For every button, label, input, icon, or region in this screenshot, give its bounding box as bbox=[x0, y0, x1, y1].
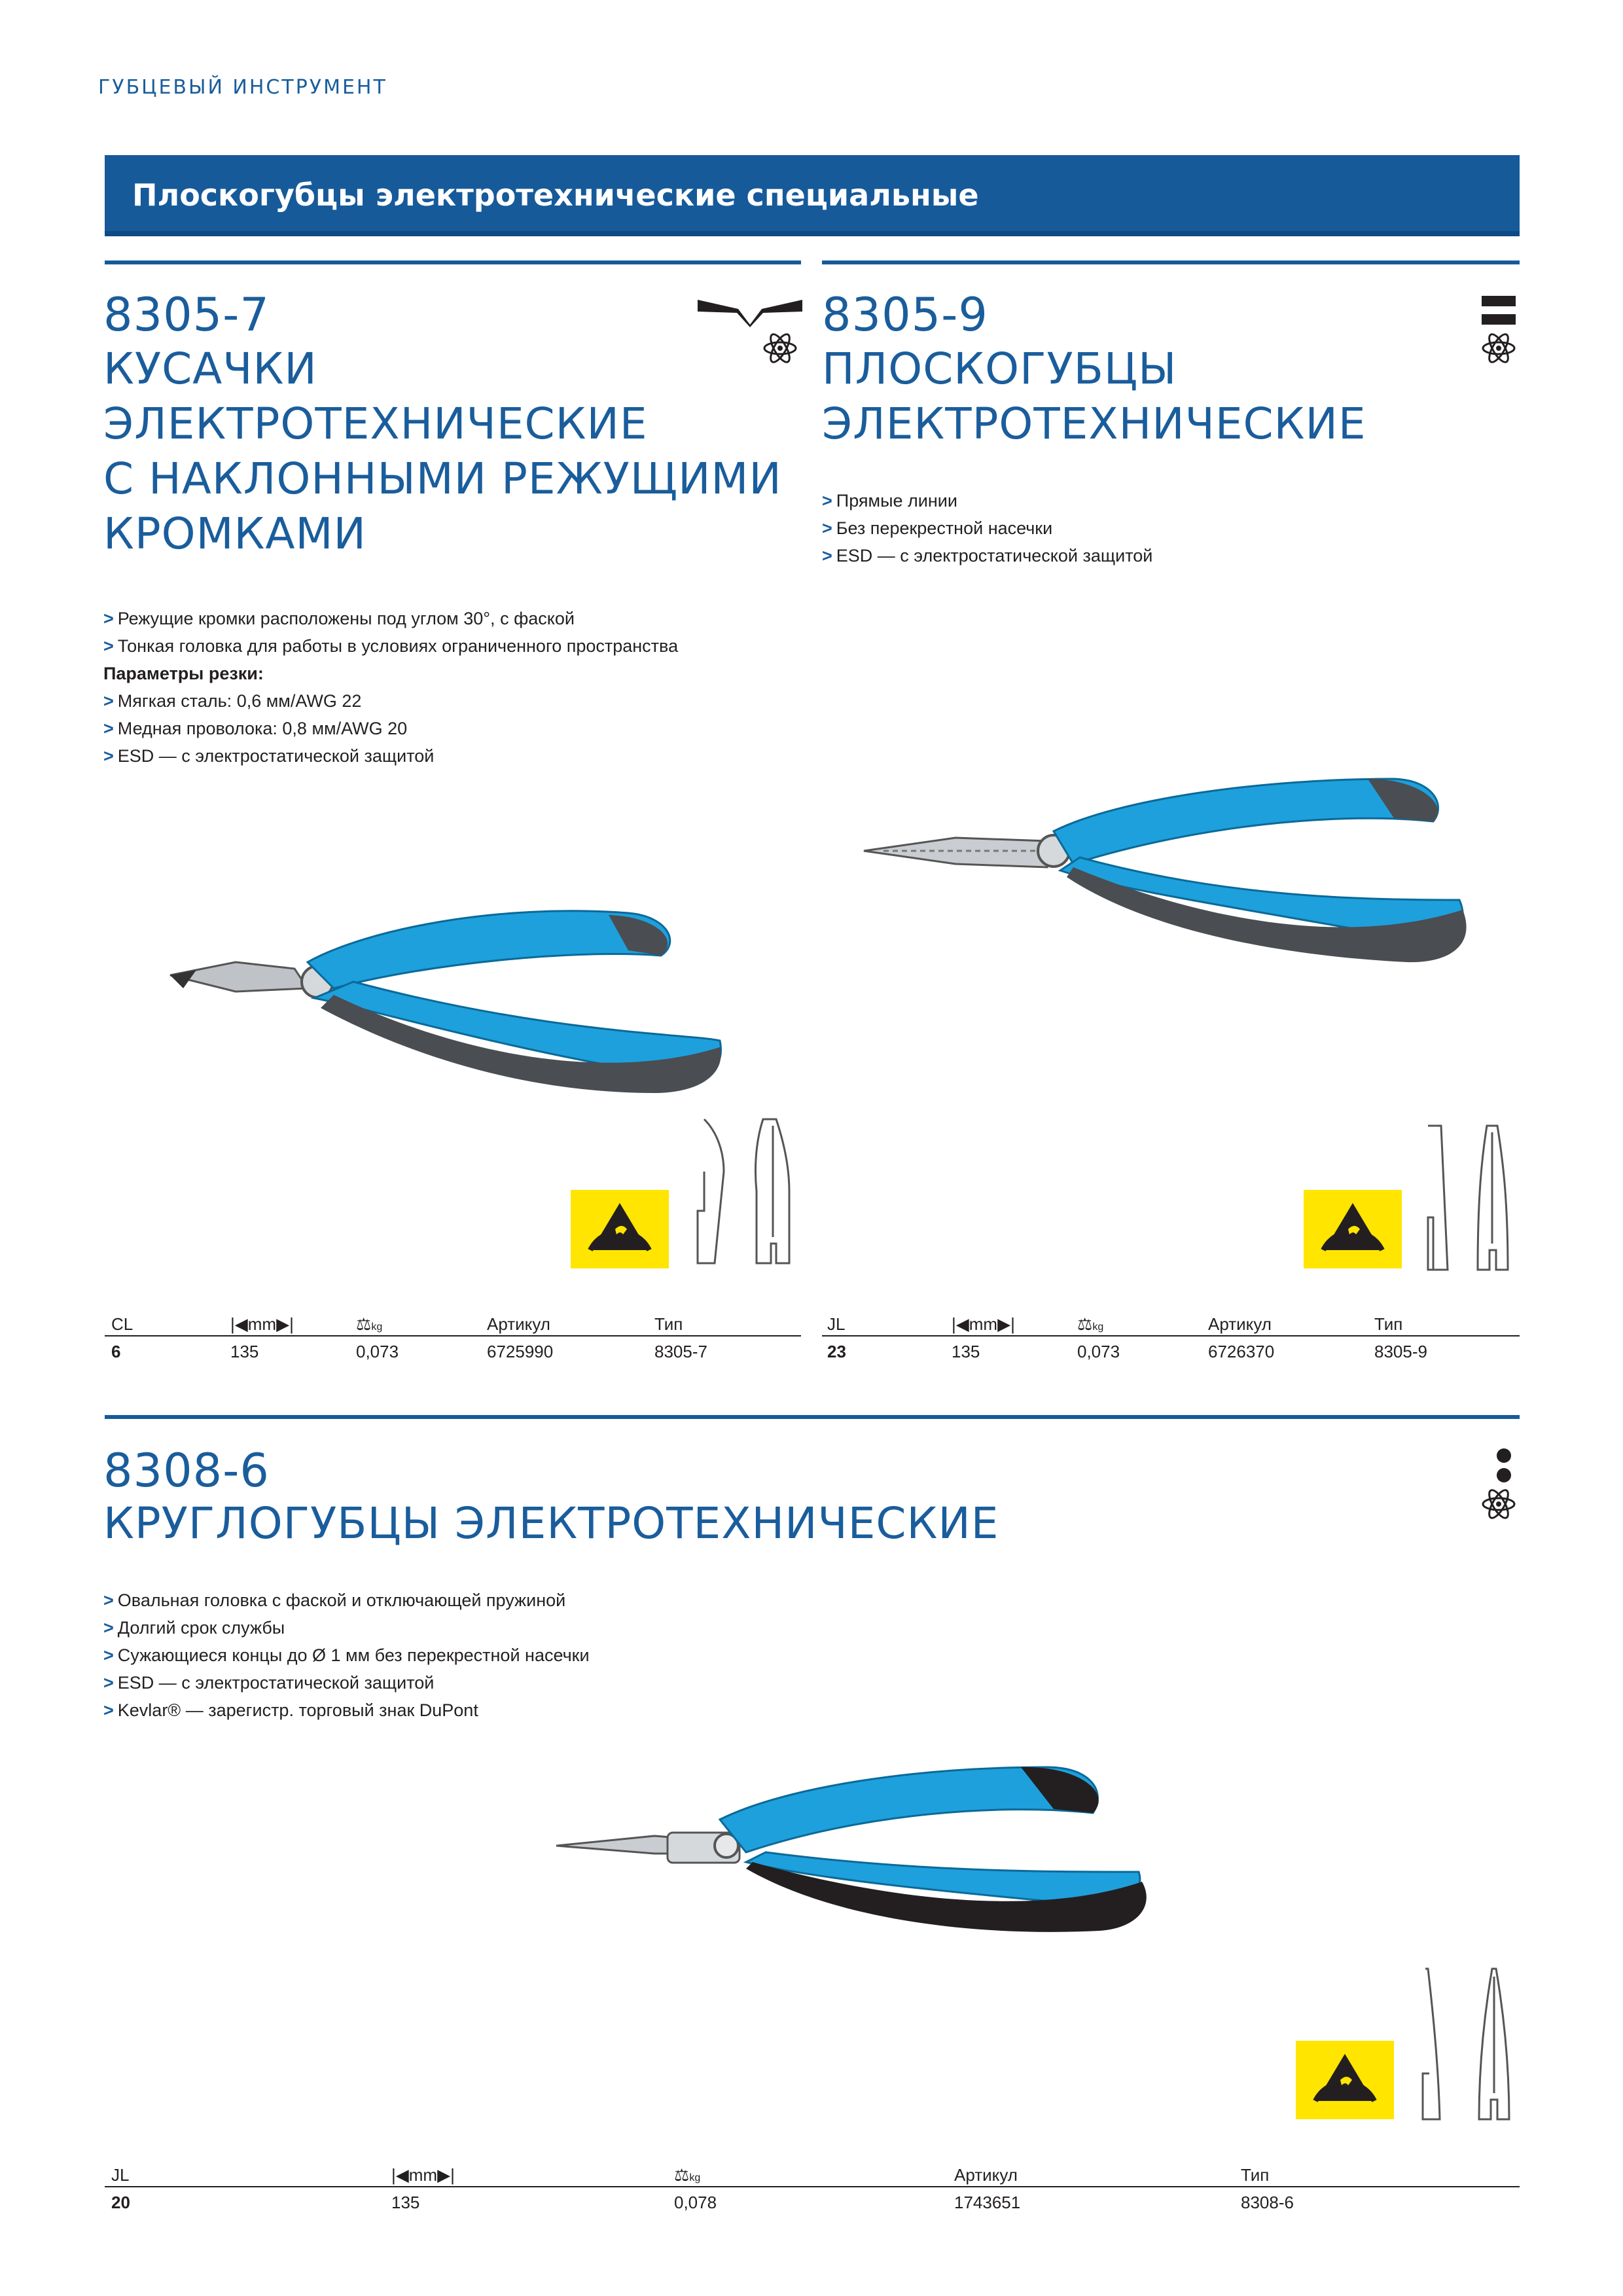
feature-list bbox=[822, 487, 1152, 569]
feature-item: > Мягкая сталь: 0,6 мм/AWG 22 bbox=[103, 691, 362, 711]
arrow-icon: > bbox=[103, 1673, 114, 1693]
round-jaw-icon bbox=[1491, 1448, 1517, 1484]
table-cell: 0,078 bbox=[674, 2193, 717, 2212]
table-cell: 135 bbox=[952, 1342, 980, 1361]
jaw-profile-drawing bbox=[1414, 1962, 1518, 2132]
section-rule bbox=[105, 260, 801, 264]
feature-list bbox=[103, 1587, 590, 1724]
table-divider bbox=[105, 1335, 801, 1336]
table-cell: 0,073 bbox=[356, 1342, 399, 1361]
table-cell: 8305-9 bbox=[1374, 1342, 1427, 1361]
feature-item: > Без перекрестной насечки bbox=[822, 518, 1053, 538]
table-cell: 135 bbox=[230, 1342, 259, 1361]
table-header-type: Тип bbox=[654, 1314, 683, 1334]
pliers-image bbox=[157, 877, 733, 1126]
feature-item: > Овальная головка с фаской и отключающей пружиной bbox=[103, 1590, 566, 1610]
esd-warning-icon bbox=[1296, 2041, 1394, 2119]
table-cell: 20 bbox=[111, 2193, 130, 2212]
table-header-jl: JL bbox=[827, 1314, 846, 1334]
feature-list bbox=[103, 605, 678, 770]
table-cell: 6726370 bbox=[1208, 1342, 1275, 1361]
flat-jaw-icon bbox=[1480, 293, 1517, 330]
table-header-type: Тип bbox=[1374, 1314, 1403, 1334]
feature-heading: Параметры резки: bbox=[103, 664, 264, 683]
atom-icon bbox=[1480, 1486, 1517, 1522]
table-cell: 135 bbox=[391, 2193, 420, 2212]
arrow-icon: > bbox=[103, 719, 114, 738]
arrow-icon: > bbox=[103, 636, 114, 656]
feature-item: > Долгий срок службы bbox=[103, 1618, 285, 1638]
pliers-image bbox=[857, 759, 1472, 1008]
arrow-icon: > bbox=[103, 1645, 114, 1665]
arrow-icon: > bbox=[103, 1590, 114, 1610]
product-code: 8305-7 bbox=[103, 288, 270, 342]
atom-icon bbox=[1480, 330, 1517, 367]
weight-icon: ⚖kg bbox=[674, 2165, 701, 2185]
table-header-article: Артикул bbox=[954, 2165, 1018, 2185]
feature-item: > Прямые линии bbox=[822, 491, 957, 511]
feature-item: > ESD — с электростатической защитой bbox=[103, 1673, 435, 1693]
section-label: ГУБЦЕВЫЙ ИНСТРУМЕНТ bbox=[98, 76, 387, 99]
section-rule bbox=[105, 1415, 1520, 1419]
table-cell: 8305-7 bbox=[654, 1342, 707, 1361]
section-rule bbox=[822, 260, 1520, 264]
weight-icon: ⚖kg bbox=[356, 1314, 383, 1334]
length-icon: |◀mm▶| bbox=[952, 1314, 1015, 1334]
arrow-icon: > bbox=[103, 746, 114, 766]
table-header-article: Артикул bbox=[487, 1314, 550, 1334]
table-cell: 6725990 bbox=[487, 1342, 554, 1361]
product-code: 8305-9 bbox=[822, 288, 988, 342]
feature-item: > Сужающиеся концы до Ø 1 мм без перекрестной насечки bbox=[103, 1645, 590, 1665]
product-code: 8308-6 bbox=[103, 1444, 270, 1498]
arrow-icon: > bbox=[103, 1700, 114, 1720]
feature-item: > Тонкая головка для работы в условиях ограниченного пространства bbox=[103, 636, 679, 656]
length-icon: |◀mm▶| bbox=[391, 2165, 455, 2185]
arrow-icon: > bbox=[103, 609, 114, 628]
table-cell: 8308-6 bbox=[1241, 2193, 1294, 2212]
page-banner bbox=[105, 155, 1520, 236]
banner-title: Плоскогубцы электротехнические специальные bbox=[132, 177, 979, 213]
table-header-type: Тип bbox=[1241, 2165, 1270, 2185]
feature-item: > ESD — с электростатической защитой bbox=[822, 546, 1153, 565]
arrow-icon: > bbox=[103, 691, 114, 711]
table-cell: 6 bbox=[111, 1342, 121, 1361]
esd-warning-icon bbox=[1304, 1190, 1402, 1268]
jaw-profile-drawing bbox=[1421, 1119, 1520, 1283]
table-header-cl: CL bbox=[111, 1314, 134, 1334]
atom-icon bbox=[762, 330, 798, 367]
product-title: ПЛОСКОГУБЦЫ ЭЛЕКТРОТЕХНИЧЕСКИЕ bbox=[822, 344, 1366, 449]
table-header-article: Артикул bbox=[1208, 1314, 1272, 1334]
table-cell: 23 bbox=[827, 1342, 846, 1361]
arrow-icon: > bbox=[822, 546, 832, 565]
arrow-icon: > bbox=[103, 1618, 114, 1638]
product-title: КРУГЛОГУБЦЫ ЭЛЕКТРОТЕХНИЧЕСКИЕ bbox=[103, 1498, 999, 1549]
esd-warning-icon bbox=[571, 1190, 669, 1268]
feature-item: > ESD — с электростатической защитой bbox=[103, 746, 435, 766]
table-header-jl: JL bbox=[111, 2165, 130, 2185]
jaw-profile-drawing bbox=[691, 1113, 809, 1276]
arrow-icon: > bbox=[822, 518, 832, 538]
pliers-image bbox=[550, 1741, 1158, 1950]
product-title: КУСАЧКИ ЭЛЕКТРОТЕХНИЧЕСКИЕ С НАКЛОННЫМИ РЕЖУЩИМИ КРОМКАМИ bbox=[103, 344, 782, 559]
table-divider bbox=[105, 2186, 1520, 2187]
table-divider bbox=[822, 1335, 1520, 1336]
feature-item: > Режущие кромки расположены под углом 30°, с фаской bbox=[103, 609, 575, 628]
feature-item: > Медная проволока: 0,8 мм/AWG 20 bbox=[103, 719, 408, 738]
arrow-icon: > bbox=[822, 491, 832, 511]
length-icon: |◀mm▶| bbox=[230, 1314, 294, 1334]
table-cell: 1743651 bbox=[954, 2193, 1021, 2212]
table-cell: 0,073 bbox=[1077, 1342, 1120, 1361]
weight-icon: ⚖kg bbox=[1077, 1314, 1104, 1334]
bevel-cutter-icon bbox=[698, 298, 802, 327]
feature-item: > Kevlar® — зарегистр. торговый знак DuPont bbox=[103, 1700, 478, 1720]
